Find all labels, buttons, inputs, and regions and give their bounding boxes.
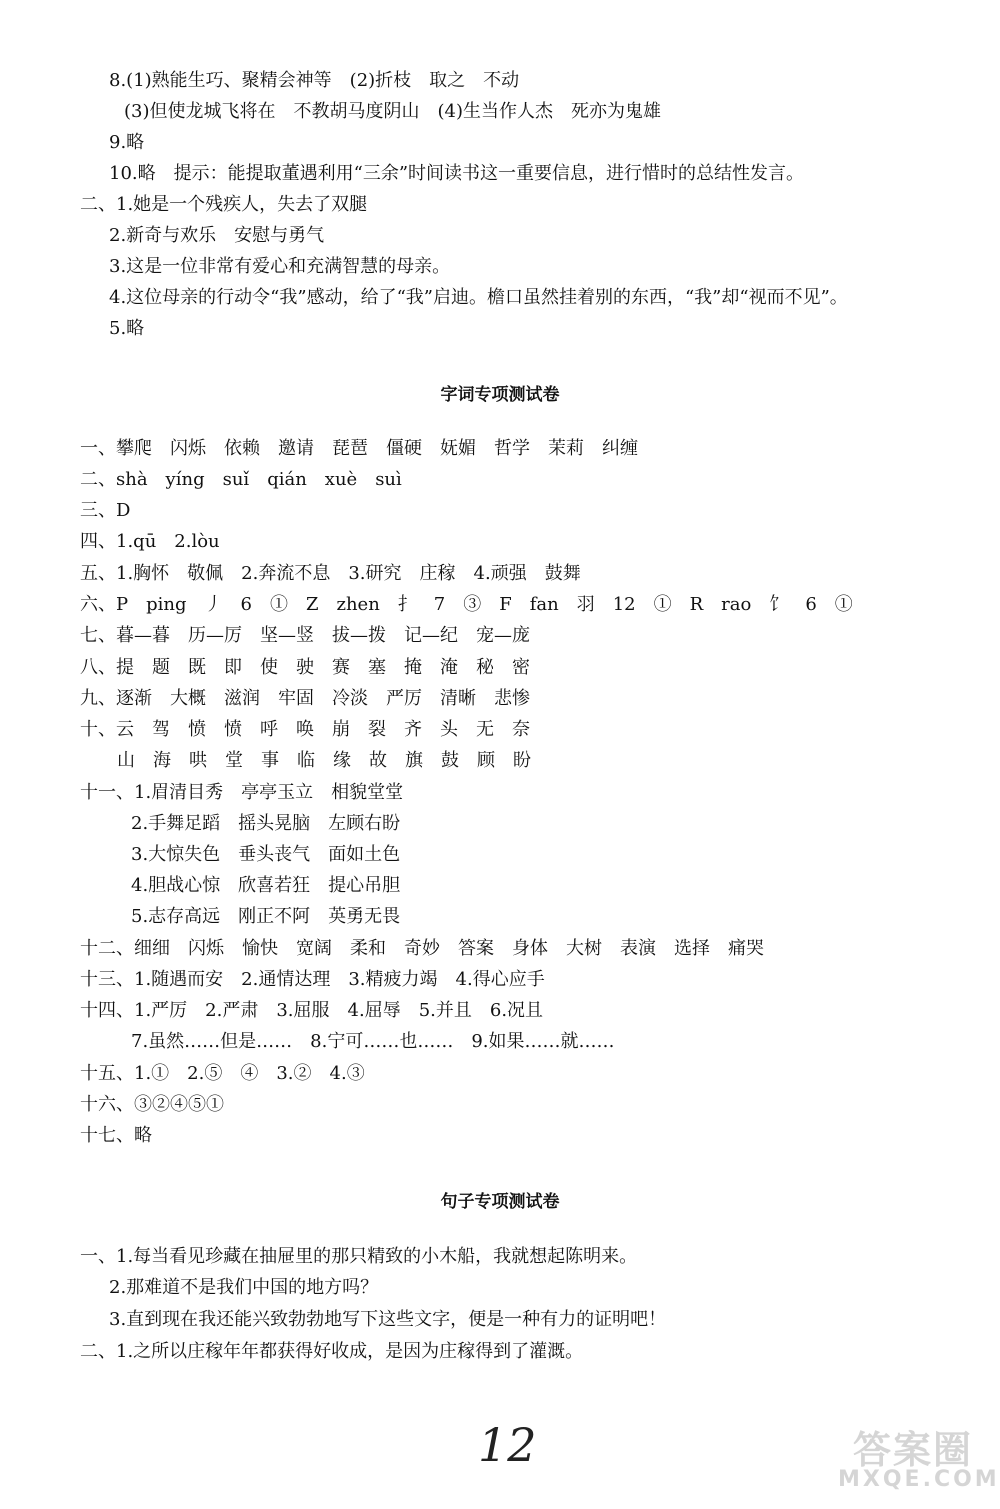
answer-line-2-3: 3.这是一位非常有爱心和充满智慧的母亲。 [109, 256, 451, 277]
sentence-line-1: 一、1.每当看见珍藏在抽屉里的那只精致的小木船，我就想起陈明来。 [80, 1246, 638, 1267]
answer-line-8-cont: (3)但使龙城飞将在 不教胡马度阴山 (4)生当作人杰 死亦为鬼雄 [124, 101, 661, 122]
vocab-line-6: 六、P ping 丿 6 ① Z zhen 扌 7 ③ F fan 羽 12 ① R rao 饣 6 ① [80, 594, 853, 615]
watermark-logo [838, 1419, 1000, 1499]
vocab-line-1: 一、攀爬 闪烁 依赖 邀请 琵琶 僵硬 妩媚 哲学 茉莉 纠缠 [80, 438, 638, 459]
vocab-line-11-5: 5.志存高远 刚正不阿 英勇无畏 [131, 906, 401, 927]
vocab-line-12: 十二、细细 闪烁 愉快 宽阔 柔和 奇妙 答案 身体 大树 表演 选择 痛哭 [80, 938, 764, 959]
vocab-line-11-2: 2.手舞足蹈 摇头晃脑 左顾右盼 [131, 813, 401, 834]
vocab-line-14: 十四、1.严厉 2.严肃 3.屈服 4.屈辱 5.并且 6.况且 [80, 1000, 544, 1021]
watermark-url: MXQE.COM [838, 1467, 1000, 1492]
sentence-line-2: 2.那难道不是我们中国的地方吗？ [109, 1277, 379, 1298]
vocab-line-15: 十五、1.① 2.⑤ ④ 3.② 4.③ [80, 1063, 365, 1084]
vocab-line-3: 三、D [80, 500, 131, 521]
vocab-line-9: 九、逐渐 大概 滋润 牢固 冷淡 严厉 清晰 悲惨 [80, 688, 530, 709]
answer-line-2-2: 2.新奇与欢乐 安慰与勇气 [109, 225, 325, 246]
vocab-line-8: 八、提 题 既 即 使 驶 赛 塞 掩 淹 秘 密 [80, 657, 530, 678]
sentence-line-3: 3.直到现在我还能兴致勃勃地写下这些文字，便是一种有力的证明吧！ [109, 1309, 667, 1330]
vocab-line-13: 十三、1.随遇而安 2.通情达理 3.精疲力竭 4.得心应手 [80, 969, 545, 990]
vocab-line-16: 十六、③②④⑤① [80, 1094, 224, 1115]
vocab-line-7: 七、暮—暮 历—厉 坚—竖 拔—拨 记—纪 宠—庞 [80, 625, 530, 646]
answer-line-2-5: 5.略 [109, 318, 145, 339]
section-title-vocabulary: 字词专项测试卷 [440, 385, 560, 405]
page-number: 12 [478, 1418, 537, 1472]
answer-line-8: 8.(1)熟能生巧、聚精会神等 (2)折枝 取之 不动 [109, 70, 520, 91]
sentence-line-4: 二、1.之所以庄稼年年都获得好收成，是因为庄稼得到了灌溉。 [80, 1341, 584, 1362]
answer-line-9: 9.略 [109, 132, 145, 153]
vocab-line-10: 十、云 驾 愤 愤 呼 唤 崩 裂 齐 头 无 奈 [80, 719, 530, 740]
answer-line-2-1: 二、1.她是一个残疾人，失去了双腿 [80, 194, 368, 215]
vocab-line-11: 十一、1.眉清目秀 亭亭玉立 相貌堂堂 [80, 782, 404, 803]
vocab-line-5: 五、1.胸怀 敬佩 2.奔流不息 3.研究 庄稼 4.顽强 鼓舞 [80, 563, 581, 584]
vocab-line-2: 二、shà yíng suǐ qián xuè suì [80, 469, 402, 490]
answer-line-10: 10.略 提示：能提取董遇利用“三余”时间读书这一重要信息，进行惜时的总结性发言。 [109, 163, 805, 184]
watermark-logo-text: 答案圈 [852, 1428, 973, 1472]
vocab-line-10-cont: 山 海 哄 堂 事 临 缘 故 旗 鼓 顾 盼 [117, 750, 531, 771]
vocab-line-14-cont: 7.虽然……但是…… 8.宁可……也…… 9.如果……就…… [131, 1031, 615, 1052]
answer-line-2-4: 4.这位母亲的行动令“我”感动，给了“我”启迪。檐口虽然挂着别的东西，“我”却“视而不见”。 [109, 287, 848, 308]
vocab-line-17: 十七、略 [80, 1125, 152, 1146]
vocab-line-11-3: 3.大惊失色 垂头丧气 面如土色 [131, 844, 401, 865]
section-title-sentences: 句子专项测试卷 [440, 1192, 560, 1212]
vocab-line-11-4: 4.胆战心惊 欣喜若狂 提心吊胆 [131, 875, 401, 896]
vocab-line-4: 四、1.qū 2.lòu [80, 531, 220, 552]
